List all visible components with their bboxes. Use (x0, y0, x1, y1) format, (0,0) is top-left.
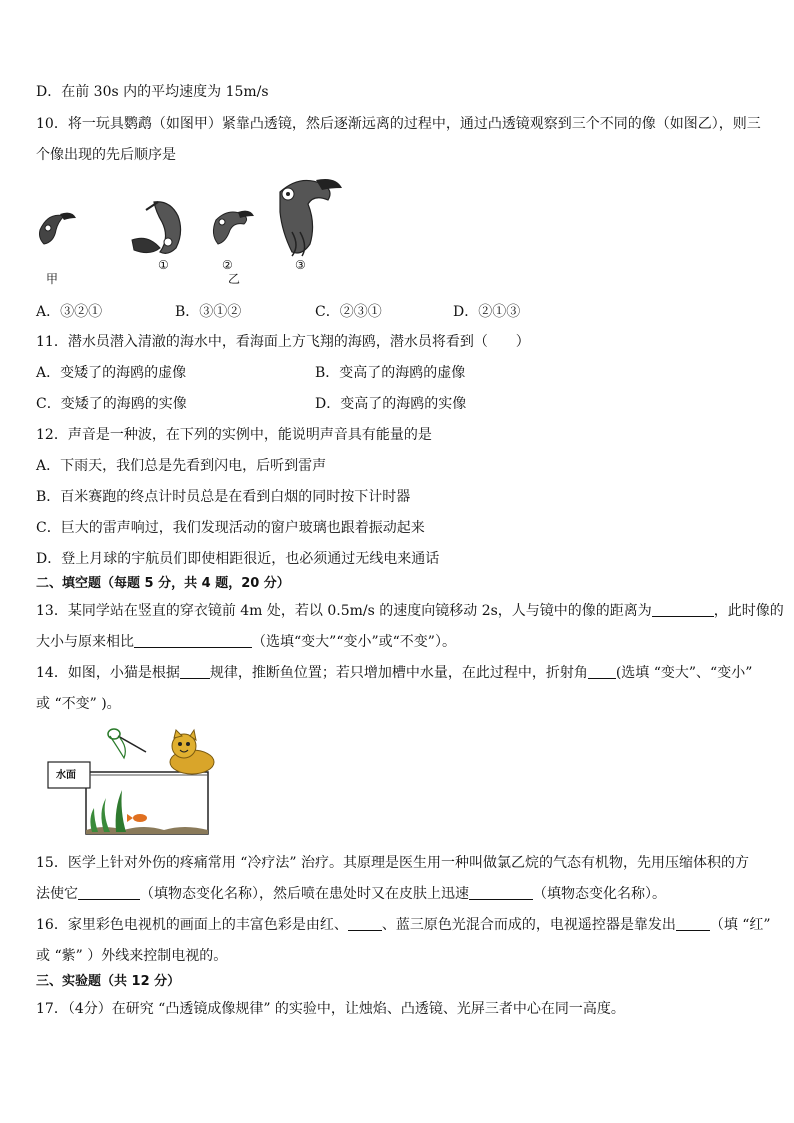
q16-line1-a: 16．家里彩色电视机的画面上的丰富色彩是由红、 (36, 917, 348, 933)
q16-line1-c: （填 “红” (709, 917, 771, 933)
q13-line1-a: 13．某同学站在竖直的穿衣镜前 4m 处，若以 0.5m/s 的速度向镜移动 2s，人与镜中的像的距离为 (36, 603, 652, 619)
q14-line1-c: (选填 “变大”、“变小” (615, 665, 753, 681)
q11-option-a: A．变矮了的海鸥的虚像 (36, 365, 187, 381)
figure-label-3: ③ (295, 258, 306, 272)
q9-option-d: D．在前 30s 内的平均速度为 15m/s (36, 84, 269, 100)
water-surface-label: 水面 (56, 770, 76, 781)
q11-stem: 11．潜水员潜入清澈的海水中，看海面上方飞翔的海鸥，潜水员将看到（ ） (36, 334, 530, 350)
parrot-original-icon (40, 213, 77, 244)
q10-option-a: A．③②① (36, 304, 103, 320)
figure-label-yi: 乙 (228, 272, 241, 286)
figure-label-jia: 甲 (46, 272, 59, 286)
parrot-image-3-icon (280, 179, 342, 256)
q16-blank-2 (676, 916, 710, 931)
figure-label-2: ② (222, 258, 233, 272)
parrot-image-2-icon (213, 211, 254, 244)
q16-line1-b: 、蓝三原色光混合而成的，电视遥控器是靠发出 (381, 917, 676, 933)
q14-blank-1 (180, 664, 210, 679)
q15-line2-a: 法使它 (36, 886, 78, 902)
cat-icon (170, 730, 214, 774)
q14-line2: 或 “不变” )。 (36, 696, 121, 712)
q10-stem-line1: 10．将一玩具鹦鹉（如图甲）紧靠凸透镜，然后逐渐远离的过程中，通过凸透镜观察到三个不同的像（如图乙），则三 (36, 116, 761, 132)
section2-heading: 二、填空题（每题 5 分，共 4 题，20 分） (36, 576, 290, 591)
q13-line2-b: （选填“变大”“变小”或“不变”）。 (252, 634, 456, 650)
q13-line2 (36, 632, 456, 652)
q14-line1-b: 规律，推断鱼位置；若只增加槽中水量，在此过程中，折射角 (209, 665, 588, 681)
q14-line1 (36, 663, 752, 683)
q15-line2 (36, 884, 666, 904)
q14-cat-fish-figure (44, 728, 224, 838)
q11-option-c: C．变矮了的海鸥的实像 (36, 396, 187, 412)
q13-line1 (36, 601, 784, 621)
q15-line1: 15．医学上针对外伤的疼痛常用 “冷疗法” 治疗。其原理是医生用一种叫做氯乙烷的气态有机物，先用压缩体积的方 (36, 855, 750, 871)
q12-option-a: A．下雨天，我们总是先看到闪电，后听到雷声 (36, 458, 327, 474)
goldfish-icon (127, 814, 147, 822)
q16-line1 (36, 915, 771, 935)
figure-label-1: ① (158, 258, 169, 272)
parrot-figure-svg (30, 172, 360, 292)
q16-blank-1 (348, 916, 382, 931)
q12-option-b: B．百米赛跑的终点计时员总是在看到白烟的同时按下计时器 (36, 489, 411, 505)
cat-fish-svg (44, 728, 224, 838)
q15-line2-c: （填物态变化名称）。 (533, 886, 666, 902)
q15-blank-2 (469, 885, 533, 900)
q14-blank-2 (588, 664, 616, 679)
parrot-image-1-icon (132, 202, 181, 254)
q10-option-b: B．③①② (175, 304, 242, 320)
q13-blank-1 (652, 602, 714, 617)
q10-parrot-figure (30, 172, 360, 292)
q12-option-d: D．登上月球的宇航员们即使相距很近，也必须通过无线电来通话 (36, 551, 440, 567)
q12-stem: 12．声音是一种波，在下列的实例中，能说明声音具有能量的是 (36, 427, 432, 443)
q15-blank-1 (78, 885, 140, 900)
q13-line2-a: 大小与原来相比 (36, 634, 134, 650)
q11-option-d: D．变高了的海鸥的实像 (315, 396, 467, 412)
q13-blank-2 (134, 633, 252, 648)
q12-option-c: C．巨大的雷声响过，我们发现活动的窗户玻璃也跟着振动起来 (36, 520, 425, 536)
q11-option-b: B．变高了的海鸥的虚像 (315, 365, 466, 381)
section3-heading: 三、实验题（共 12 分） (36, 974, 181, 989)
q17-stem: 17．（4分）在研究 “凸透镜成像规律” 的实验中，让烛焰、凸透镜、光屏三者中心在同一高度。 (36, 1001, 625, 1017)
q14-line1-a: 14．如图，小猫是根据 (36, 665, 180, 681)
q10-stem-line2: 个像出现的先后顺序是 (36, 147, 176, 163)
q13-line1-b: ，此时像的 (713, 603, 784, 619)
q10-option-d: D．②①③ (453, 304, 521, 320)
q16-line2: 或 “紫” ）外线来控制电视的。 (36, 948, 228, 964)
q15-line2-b: （填物态变化名称），然后喷在患处时又在皮肤上迅速 (140, 886, 469, 902)
q10-option-c: C．②③① (315, 304, 382, 320)
